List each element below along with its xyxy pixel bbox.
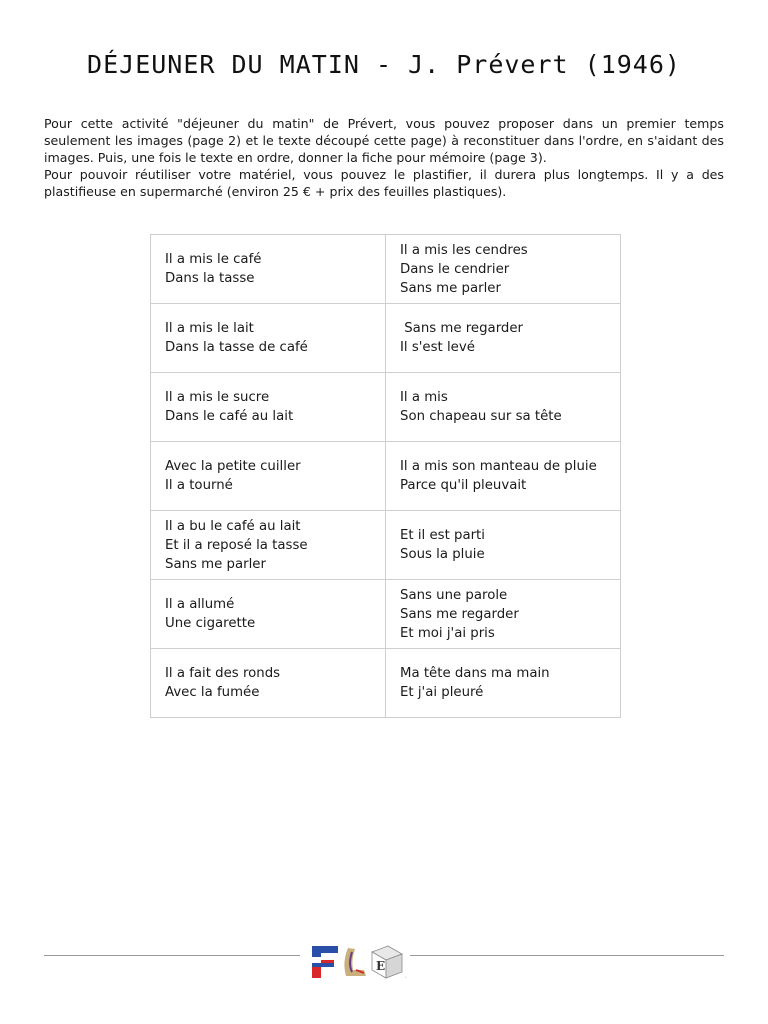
poem-table <box>150 234 621 718</box>
poem-line: Sans une parole <box>400 587 508 603</box>
poem-cell-right <box>386 235 621 304</box>
intro-paragraph-1: Pour cette activité "déjeuner du matin" de Prévert, vous pouvez proposer dans un premier temps seulement les images (page 2) et le texte découpé cette page) à reconstituer dans l'ordre, en s'aidant des images. Puis, une fois le texte en ordre, donner la fiche pour mémoire (page 3). <box>44 116 724 165</box>
poem-line: Sans me parler <box>400 280 501 296</box>
poem-line: Ma tête dans ma main <box>400 666 550 681</box>
intro-paragraph-2: Pour pouvoir réutiliser votre matériel, vous pouvez le plastifier, il durera plus longtemps. Il y a des plastifieuse en supermarché (environ 25 € + prix des feuilles plastiques). <box>44 167 724 199</box>
poem-line: Il a mis le sucre <box>165 390 270 405</box>
logo-e-glyph: E <box>376 959 386 973</box>
poem-line: Il a mis le café <box>165 252 262 267</box>
poem-line: Dans le café au lait <box>165 409 294 424</box>
poem-line: Dans la tasse de café <box>165 340 308 355</box>
poem-cell-left <box>151 373 386 442</box>
poem-line: Avec la petite cuiller <box>165 459 301 474</box>
poem-cell-left <box>151 304 386 373</box>
svg-text:•: • <box>405 975 407 979</box>
poem-line: Dans le cendrier <box>400 261 510 277</box>
poem-row <box>151 442 621 511</box>
poem-cell-right <box>386 649 621 718</box>
poem-line: Sous la pluie <box>400 547 485 562</box>
poem-row <box>151 649 621 718</box>
page-title: DÉJEUNER DU MATIN - J. Prévert (1946) <box>87 50 681 79</box>
poem-line: Il a mis <box>400 390 448 405</box>
poem-line: Et j'ai pleuré <box>400 685 484 700</box>
poem-line: Et il est parti <box>400 528 485 543</box>
poem-line: Il a fait des ronds <box>165 666 281 681</box>
poem-line: Et il a reposé la tasse <box>165 537 308 553</box>
poem-cell-right <box>386 304 621 373</box>
poem-cell-right <box>386 511 621 580</box>
poem-cell-left <box>151 649 386 718</box>
poem-row <box>151 580 621 649</box>
poem-cell-right <box>386 373 621 442</box>
poem-row <box>151 373 621 442</box>
poem-line: Sans me parler <box>165 556 266 572</box>
poem-cell-left <box>151 442 386 511</box>
poem-cell-left <box>151 580 386 649</box>
poem-cell-left <box>151 235 386 304</box>
poem-cell-right <box>386 442 621 511</box>
poem-line: Une cigarette <box>165 616 256 631</box>
intro-text <box>44 115 724 200</box>
poem-line: Avec la fumée <box>165 685 260 700</box>
poem-line: Il a mis son manteau de pluie <box>400 459 597 474</box>
poem-line: Il a mis le lait <box>165 321 254 336</box>
poem-line: Dans la tasse <box>165 271 255 286</box>
poem-line: Il a mis les cendres <box>400 242 528 258</box>
poem-cell-left <box>151 511 386 580</box>
footer-divider-left <box>44 955 300 956</box>
fle-logo <box>308 940 418 982</box>
poem-row <box>151 511 621 580</box>
poem-line: Il a tourné <box>165 478 233 493</box>
poem-line: Il s'est levé <box>400 340 475 355</box>
poem-line: Parce qu'il pleuvait <box>400 478 527 493</box>
poem-line: Sans me regarder <box>400 321 524 336</box>
poem-row <box>151 235 621 304</box>
poem-line: Et moi j'ai pris <box>400 625 495 641</box>
poem-line: Il a bu le café au lait <box>165 518 301 534</box>
footer-divider-right <box>410 955 724 956</box>
logo-letter-f <box>312 946 338 978</box>
poem-cell-right <box>386 580 621 649</box>
poem-table-body <box>151 235 621 718</box>
poem-line: Il a allumé <box>165 597 235 612</box>
logo-letter-l <box>344 948 366 976</box>
poem-line: Sans me regarder <box>400 606 519 622</box>
poem-line: Son chapeau sur sa tête <box>400 409 562 424</box>
poem-row <box>151 304 621 373</box>
